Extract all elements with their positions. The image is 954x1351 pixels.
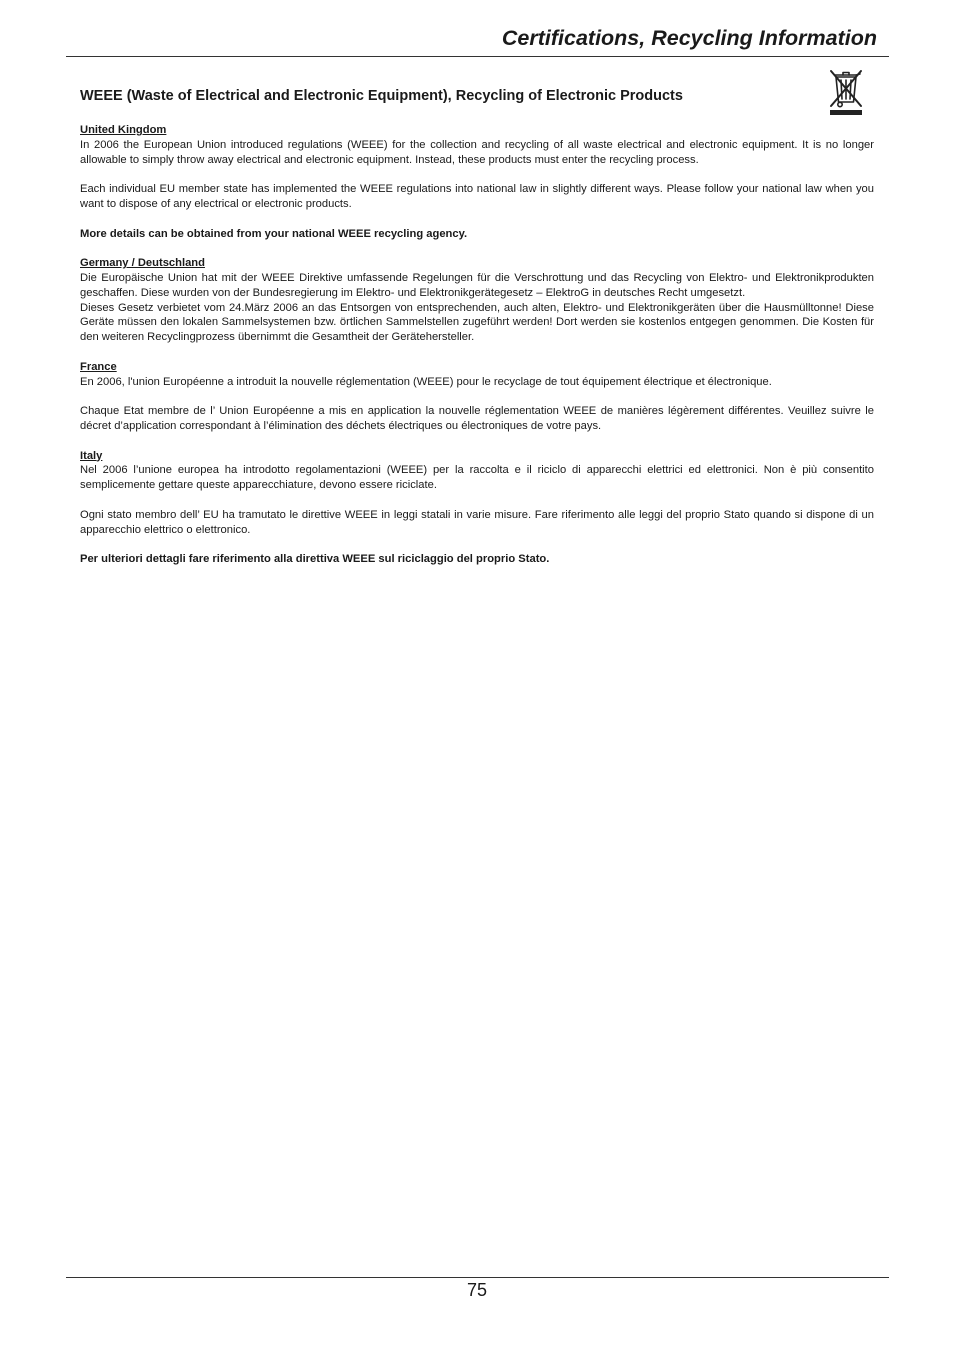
section-heading: WEEE (Waste of Electrical and Electronic Equipment), Recycling of Electronic Products [80, 88, 683, 104]
footer-rule [66, 1277, 889, 1278]
country-section-france [80, 360, 874, 434]
header-rule [66, 56, 889, 57]
paragraph: Nel 2006 l’unione europea ha introdotto regolamentazioni (WEEE) per la raccolta e il riciclo di apparecchi elettrici ed elettronici. Non è più consentito semplicemente gettare queste apparecchiature, devono essere riciclate. [80, 464, 874, 492]
bold-note: More details can be obtained from your national WEEE recycling agency. [80, 227, 468, 240]
page-header-title: Certifications, Recycling Information [501, 26, 877, 50]
country-heading: Germany / Deutschland [80, 257, 205, 270]
country-heading: France [80, 360, 117, 373]
paragraph: In 2006 the European Union introduced regulations (WEEE) for the collection and recycling of all waste electrical and electronic equipment. It is no longer allowable to simply throw away electrical and electronic equipment. Instead, these products must enter the recycling process. [80, 138, 874, 166]
bold-note: Per ulteriori dettagli fare riferimento alla direttiva WEEE sul riciclaggio del proprio Stato. [80, 553, 550, 566]
country-heading: United Kingdom [80, 124, 167, 136]
country-heading: Italy [80, 449, 103, 462]
paragraph: Ogni stato membro dell’ EU ha tramutato le direttive WEEE in leggi statali in varie misure. Fare riferimento alle leggi del proprio Stato quando si dispone di un apparecchio elettrico o elettronico. [80, 508, 874, 536]
crossed-out-wheelie-bin-icon [826, 66, 866, 116]
country-section-germany [80, 256, 874, 345]
paragraph: Each individual EU member state has implemented the WEEE regulations into national law in slightly different ways. Please follow your national law when you want to dispose of any electrical or electronic products. [80, 183, 874, 210]
country-section-italy [80, 449, 874, 567]
weee-content [80, 123, 874, 582]
country-section-uk [80, 123, 874, 241]
paragraph: Chaque Etat membre de l’ Union Européenne a mis en application la nouvelle réglementation WEEE de manières légèrement différentes. Veuillez suivre le décret d’application correspondant à l’élimination des déchets électriques ou électroniques de votre pays. [80, 405, 874, 432]
paragraph: Dieses Gesetz verbietet vom 24.März 2006 an das Entsorgen von entsprechenden, auch alten, Elektro- und Elektronikgeräten über die Hausmülltonne! Diese Geräte müssen den lokalen Sammelsystemen bzw. örtlichen Sammelstellen zugeführt werden! Dort werden sie kostenlos entgegen genommen. Die Kosten für den weiteren Recyclingprozess übernimmt die Gesamtheit der Gerätehersteller. [80, 301, 874, 344]
paragraph: Die Europäische Union hat mit der WEEE Direktive umfassende Regelungen für die Verschrottung und das Recycling von Elektro- und Elektronikprodukten geschaffen. Diese wurden von der Bundesregierung im Elektro- und Elektronikgerätegesetz – ElektroG in deutsches Recht umgesetzt. [80, 271, 874, 299]
paragraph: En 2006, l'union Européenne a introduit la nouvelle réglementation (WEEE) pour le recyclage de tout équipement électrique et électronique. [80, 375, 772, 388]
page-number: 75 [466, 1280, 488, 1300]
